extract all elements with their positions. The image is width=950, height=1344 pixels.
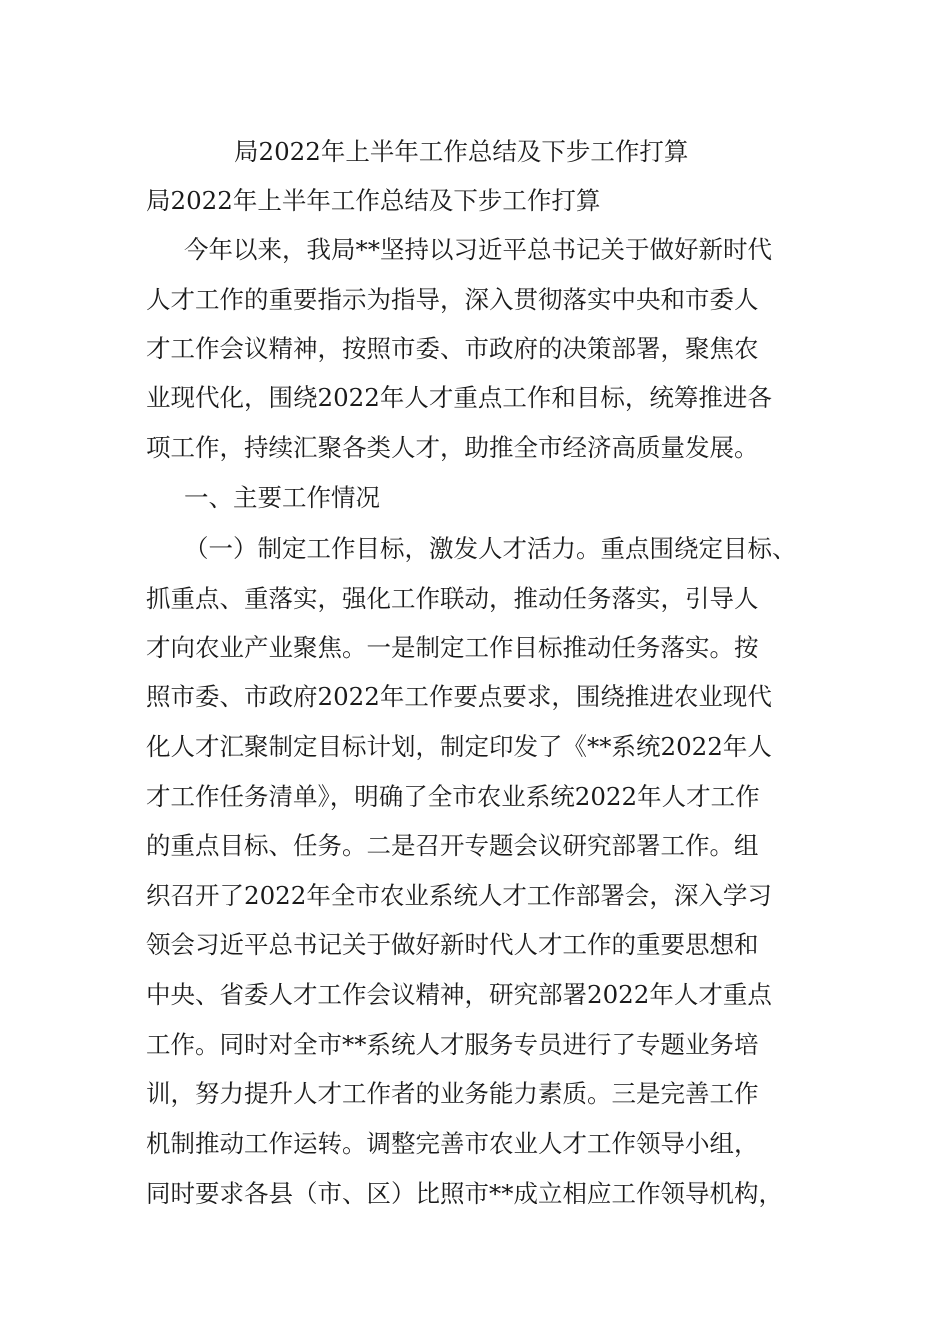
- paragraph-line: 同时要求各县（市、区）比照市**成立相应工作领导机构，: [146, 1179, 783, 1208]
- paragraph-line: （一）制定工作目标，激发人才活力。重点围绕定目标、: [184, 534, 797, 563]
- paragraph-line: 今年以来，我局**坚持以习近平总书记关于做好新时代: [184, 235, 772, 264]
- paragraph-line: 才向农业产业聚焦。一是制定工作目标推动任务落实。按: [146, 633, 759, 662]
- paragraph-line: 项工作，持续汇聚各类人才，助推全市经济高质量发展。: [146, 433, 759, 462]
- section-heading: 一、主要工作情况: [184, 483, 380, 512]
- document-subtitle: 局2022年上半年工作总结及下步工作打算: [146, 186, 601, 215]
- paragraph-line: 中央、省委人才工作会议精神，研究部署2022年人才重点: [146, 980, 772, 1009]
- document-title: 局2022年上半年工作总结及下步工作打算: [234, 137, 689, 166]
- paragraph-line: 机制推动工作运转。调整完善市农业人才工作领导小组，: [146, 1129, 759, 1158]
- paragraph-line: 抓重点、重落实，强化工作联动，推动任务落实，引导人: [146, 584, 759, 613]
- paragraph-line: 化人才汇聚制定目标计划，制定印发了《**系统2022年人: [146, 732, 772, 761]
- paragraph-line: 的重点目标、任务。二是召开专题会议研究部署工作。组: [146, 831, 759, 860]
- paragraph-line: 才工作任务清单》，明确了全市农业系统2022年人才工作: [146, 782, 760, 811]
- paragraph-line: 人才工作的重要指示为指导，深入贯彻落实中央和市委人: [146, 285, 759, 314]
- paragraph-line: 织召开了2022年全市农业系统人才工作部署会，深入学习: [146, 881, 772, 910]
- paragraph-line: 业现代化，围绕2022年人才重点工作和目标，统筹推进各: [146, 383, 772, 412]
- paragraph-line: 才工作会议精神，按照市委、市政府的决策部署，聚焦农: [146, 334, 759, 363]
- paragraph-line: 工作。同时对全市**系统人才服务专员进行了专题业务培: [146, 1030, 759, 1059]
- paragraph-line: 照市委、市政府2022年工作要点要求，围绕推进农业现代: [146, 682, 772, 711]
- paragraph-line: 训，努力提升人才工作者的业务能力素质。三是完善工作: [146, 1079, 759, 1108]
- paragraph-line: 领会习近平总书记关于做好新时代人才工作的重要思想和: [146, 930, 759, 959]
